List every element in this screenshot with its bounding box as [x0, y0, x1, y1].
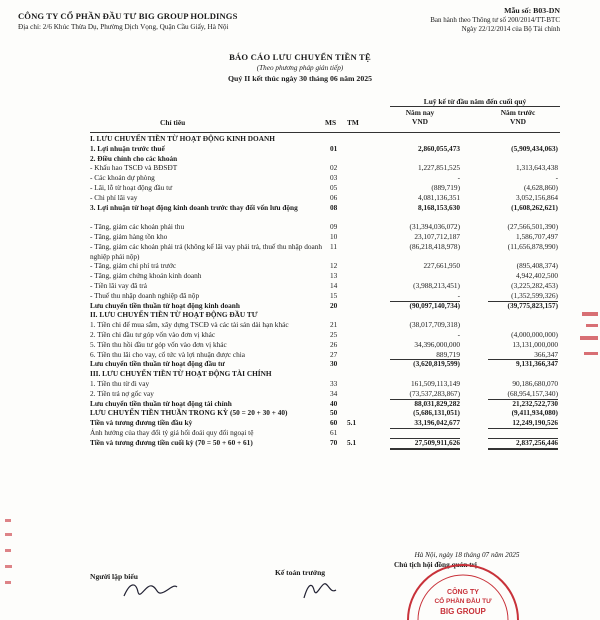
row-code: 34	[330, 388, 338, 398]
row-value-current: (86,218,418,978)	[409, 241, 460, 251]
col-tm-header: TM	[347, 118, 359, 127]
margin-mark-icon	[2, 515, 18, 595]
row-label: Lưu chuyển tiền thuần từ hoạt động kinh doanh	[90, 300, 240, 310]
row-label: - Tăng, giảm chứng khoán kinh doanh	[90, 271, 202, 281]
row-label: 2. Điều chỉnh cho các khoản	[90, 153, 178, 163]
row-value-prior: 9,131,366,347	[516, 359, 558, 369]
seal-text-line2: CỔ PHẦN ĐẦU TƯ	[434, 598, 492, 605]
row-value-prior: (68,954,157,340)	[507, 388, 558, 398]
table-header	[90, 96, 560, 134]
row-label: - Tăng, giảm các khoản phải trả (không kể lãi vay phải trả, thuế thu nhập doanh nghiệp phải nộp)	[90, 241, 323, 261]
report-title: BÁO CÁO LƯU CHUYỂN TIỀN TỆ	[229, 52, 371, 62]
row-code: 33	[330, 378, 338, 388]
col-accumulated-header: Luỹ kế từ đầu năm đến cuối quý	[423, 97, 527, 106]
row-label: 3. Lợi nhuận từ hoạt động kinh doanh trước thay đổi vốn lưu động	[90, 202, 298, 212]
row-value-current: 889,719	[436, 349, 460, 359]
subtotal-rule	[390, 438, 460, 439]
row-value-prior: 13,131,000,000	[512, 339, 558, 349]
row-value-current: (3,988,213,451)	[413, 280, 460, 290]
table-row	[90, 144, 560, 154]
table-row	[90, 389, 560, 399]
row-value-current: 2,860,055,473	[418, 143, 460, 153]
subtotal-rule	[390, 301, 460, 302]
table-row	[90, 379, 560, 389]
row-label: I. LƯU CHUYỂN TIỀN TỪ HOẠT ĐỘNG KINH DOANH	[90, 134, 275, 143]
row-value-prior: 366,347	[534, 349, 558, 359]
table-row	[90, 222, 560, 232]
row-value-current: (90,097,140,734)	[409, 300, 460, 310]
table-row	[90, 301, 560, 311]
row-code: 25	[330, 329, 338, 339]
row-code: 03	[330, 173, 338, 183]
row-note: 5.1	[347, 418, 357, 428]
row-value-prior: -	[555, 173, 558, 183]
row-code: 12	[330, 261, 338, 271]
table-row	[90, 310, 560, 320]
row-label: - Tăng, giảm các khoản phải thu	[90, 222, 185, 232]
table-row	[90, 261, 560, 271]
row-value-prior: (9,411,934,080)	[511, 408, 558, 418]
row-value-current: 27,509,911,626	[414, 437, 460, 447]
row-code: 26	[330, 339, 338, 349]
report-title-block	[0, 51, 600, 84]
company-header	[18, 11, 378, 32]
row-label: - Các khoản dự phòng	[90, 173, 155, 183]
row-value-current: (38,017,709,318)	[409, 320, 460, 330]
row-code: 14	[330, 280, 338, 290]
row-value-prior: 1,313,643,438	[516, 163, 558, 173]
row-code: 06	[330, 192, 338, 202]
row-value-current: 1,227,851,525	[418, 163, 460, 173]
company-seal-icon	[393, 560, 533, 620]
preparer-signature-icon	[120, 578, 180, 600]
row-code: 10	[330, 231, 338, 241]
row-code: 08	[330, 202, 338, 212]
seal-text-line3: BIG GROUP	[440, 607, 486, 616]
row-value-current: (5,686,131,051)	[413, 408, 460, 418]
subtotal-rule	[488, 359, 558, 360]
row-value-prior: 12,249,190,526	[512, 418, 558, 428]
row-code: 09	[330, 222, 338, 232]
row-value-current: (889,719)	[431, 182, 460, 192]
row-label: - Chi phí lãi vay	[90, 192, 138, 202]
chairman-title: Chủ tịch hội đồng quản trị	[394, 560, 477, 569]
table-row	[90, 134, 560, 144]
row-code: 40	[330, 398, 338, 408]
row-label: - Thuế thu nhập doanh nghiệp đã nộp	[90, 290, 200, 300]
row-label: - Tăng, giảm chi phí trả trước	[90, 261, 177, 271]
row-label: 1. Tiền thu từ đi vay	[90, 378, 150, 388]
row-label: 6. Tiền thu lãi cho vay, cổ tức và lợi nhuận được chia	[90, 349, 245, 359]
row-label: Tiền và tương đương tiền đầu kỳ	[90, 418, 193, 428]
row-value-prior: (1,352,599,326)	[511, 290, 558, 300]
col-item-header: Chỉ tiêu	[160, 118, 186, 127]
row-value-prior: (27,566,501,390)	[507, 222, 558, 232]
table-row	[90, 281, 560, 291]
row-value-prior: (895,408,374)	[516, 261, 558, 271]
row-value-prior: (4,000,000,000)	[511, 329, 558, 339]
row-value-current: 88,031,829,282	[414, 398, 460, 408]
table-row	[90, 232, 560, 242]
row-value-prior: 3,052,156,864	[516, 192, 558, 202]
subtotal-rule	[488, 301, 558, 302]
table-row	[90, 340, 560, 350]
row-value-current: (31,394,036,072)	[409, 222, 460, 232]
table-row	[90, 173, 560, 183]
table-row	[90, 291, 560, 301]
row-label: Tiền và tương đương tiền cuối kỳ (70 = 50 + 60 + 61)	[90, 437, 253, 447]
row-code: 11	[330, 241, 338, 251]
row-label: - Lãi, lỗ từ hoạt động đầu tư	[90, 182, 173, 192]
col-prior-year-header: Năm trước VND	[500, 108, 536, 126]
row-code: 02	[330, 163, 338, 173]
row-value-current: -	[457, 290, 460, 300]
subtotal-rule	[488, 428, 558, 429]
table-row	[90, 242, 560, 262]
cash-flow-table	[90, 96, 560, 448]
table-row	[90, 330, 560, 340]
preparer-title: Người lập biểu	[90, 572, 139, 581]
row-value-current: 4,081,136,351	[418, 192, 460, 202]
table-row	[90, 369, 560, 379]
company-name: CÔNG TY CỔ PHẦN ĐẦU TƯ BIG GROUP HOLDINGS	[18, 11, 238, 21]
form-code: Mẫu số: B03-DN	[504, 6, 560, 15]
row-code: 20	[330, 300, 338, 310]
row-code: 27	[330, 349, 338, 359]
row-value-current: (3,620,819,599)	[413, 359, 460, 369]
subtotal-rule	[390, 399, 460, 400]
table-row	[90, 183, 560, 193]
row-code: 15	[330, 290, 338, 300]
row-code: 01	[330, 143, 338, 153]
row-value-current: 34,396,000,000	[414, 339, 460, 349]
row-label: - Tiền lãi vay đã trả	[90, 280, 147, 290]
row-value-current: 161,509,113,149	[411, 378, 460, 388]
header-bottom-rule	[90, 132, 560, 133]
table-row	[90, 320, 560, 330]
table-row	[90, 193, 560, 203]
row-value-prior: 21,232,522,730	[512, 398, 558, 408]
row-value-prior: (11,656,878,990)	[507, 241, 558, 251]
table-row	[90, 408, 560, 418]
row-value-prior: 90,186,680,070	[512, 378, 558, 388]
table-row	[90, 203, 560, 223]
row-label: Lưu chuyển tiền thuần từ hoạt động tài chính	[90, 398, 232, 408]
row-value-prior: (1,608,262,621)	[511, 202, 558, 212]
row-code: 05	[330, 182, 338, 192]
row-label: LƯU CHUYỂN TIỀN THUẦN TRONG KỲ (50 = 20 + 30 + 40)	[90, 408, 288, 418]
accountant-signature-icon	[300, 578, 340, 600]
row-label: 2. Tiền trả nợ gốc vay	[90, 388, 154, 398]
row-code: 70	[330, 437, 338, 447]
row-value-prior: (39,775,823,157)	[507, 300, 558, 310]
seal-text-line1: CÔNG TY	[447, 589, 479, 596]
table-row	[90, 399, 560, 409]
table-row	[90, 154, 560, 164]
total-double-rule	[488, 448, 558, 450]
row-value-current: (73,537,283,867)	[409, 388, 460, 398]
row-label: Lưu chuyển tiền thuần từ hoạt động đầu tư	[90, 359, 225, 369]
row-label: 5. Tiền thu hồi đầu tư góp vốn vào đơn vị khác	[90, 339, 227, 349]
row-label: - Khấu hao TSCĐ và BĐSĐT	[90, 163, 178, 173]
margin-stamp-icon	[572, 310, 600, 370]
row-label: 1. Tiền chi để mua sắm, xây dựng TSCĐ và các tài sản dài hạn khác	[90, 320, 289, 330]
row-label: II. LƯU CHUYỂN TIỀN TỪ HOẠT ĐỘNG ĐẦU TƯ	[90, 310, 258, 320]
report-method: (Theo phương pháp gián tiếp)	[256, 64, 344, 72]
row-code: 30	[330, 359, 338, 369]
row-code: 60	[330, 418, 338, 428]
row-value-prior: (5,909,434,063)	[511, 143, 558, 153]
subtotal-rule	[488, 438, 558, 439]
row-value-prior: (4,628,860)	[523, 182, 558, 192]
row-value-current: 33,196,042,677	[414, 418, 460, 428]
row-value-prior: 4,942,402,500	[516, 271, 558, 281]
company-address: Địa chỉ: 2/6 Khúc Thừa Dụ, Phường Dịch Vọng, Quận Cầu Giấy, Hà Nội	[18, 23, 229, 31]
header-divider	[390, 106, 560, 107]
form-regulation: Ban hành theo Thông tư số 200/2014/TT-BTC	[430, 15, 560, 24]
row-value-current: 8,168,153,630	[418, 202, 460, 212]
table-row	[90, 428, 560, 438]
row-code: 61	[330, 427, 338, 437]
row-value-prior: (3,225,282,453)	[511, 280, 558, 290]
form-reference	[360, 6, 560, 35]
place-date: Hà Nội, ngày 18 tháng 07 năm 2025	[414, 551, 520, 559]
table-row	[90, 163, 560, 173]
col-current-year-header: Năm nay VND	[405, 108, 435, 126]
row-label: III. LƯU CHUYỂN TIỀN TỪ HOẠT ĐỘNG TÀI CHÍNH	[90, 369, 272, 379]
row-code: 13	[330, 271, 338, 281]
row-code: 21	[330, 320, 338, 330]
table-row	[90, 359, 560, 369]
row-value-current: -	[457, 173, 460, 183]
row-value-prior: 2,837,256,446	[516, 437, 558, 447]
row-label: 2. Tiền chi đầu tư góp vốn vào đơn vị khác	[90, 329, 216, 339]
table-row	[90, 271, 560, 281]
subtotal-rule	[390, 428, 460, 429]
row-value-current: -	[457, 329, 460, 339]
row-value-current: 23,107,712,187	[414, 231, 460, 241]
row-label: Ảnh hưởng của thay đổi tỷ giá hối đoái quy đổi ngoại tệ	[90, 427, 254, 437]
table-row	[90, 418, 560, 428]
row-value-prior: 1,586,707,497	[516, 231, 558, 241]
table-row	[90, 350, 560, 360]
row-value-current: 227,661,950	[423, 261, 460, 271]
row-label: - Tăng, giảm hàng tồn kho	[90, 231, 168, 241]
chief-accountant-title: Kế toán trưởng	[275, 568, 326, 577]
total-double-rule	[390, 448, 460, 450]
row-code: 50	[330, 408, 338, 418]
table-row	[90, 438, 560, 448]
report-period: Quý II kết thúc ngày 30 tháng 06 năm 2025	[227, 74, 373, 83]
col-ms-header: MS	[325, 118, 337, 127]
table-body	[90, 134, 560, 448]
row-note: 5.1	[347, 437, 357, 447]
subtotal-rule	[390, 359, 460, 360]
subtotal-rule	[488, 399, 558, 400]
row-label: 1. Lợi nhuận trước thuế	[90, 143, 165, 153]
form-regulation-date: Ngày 22/12/2014 của Bộ Tài chính	[461, 25, 560, 33]
